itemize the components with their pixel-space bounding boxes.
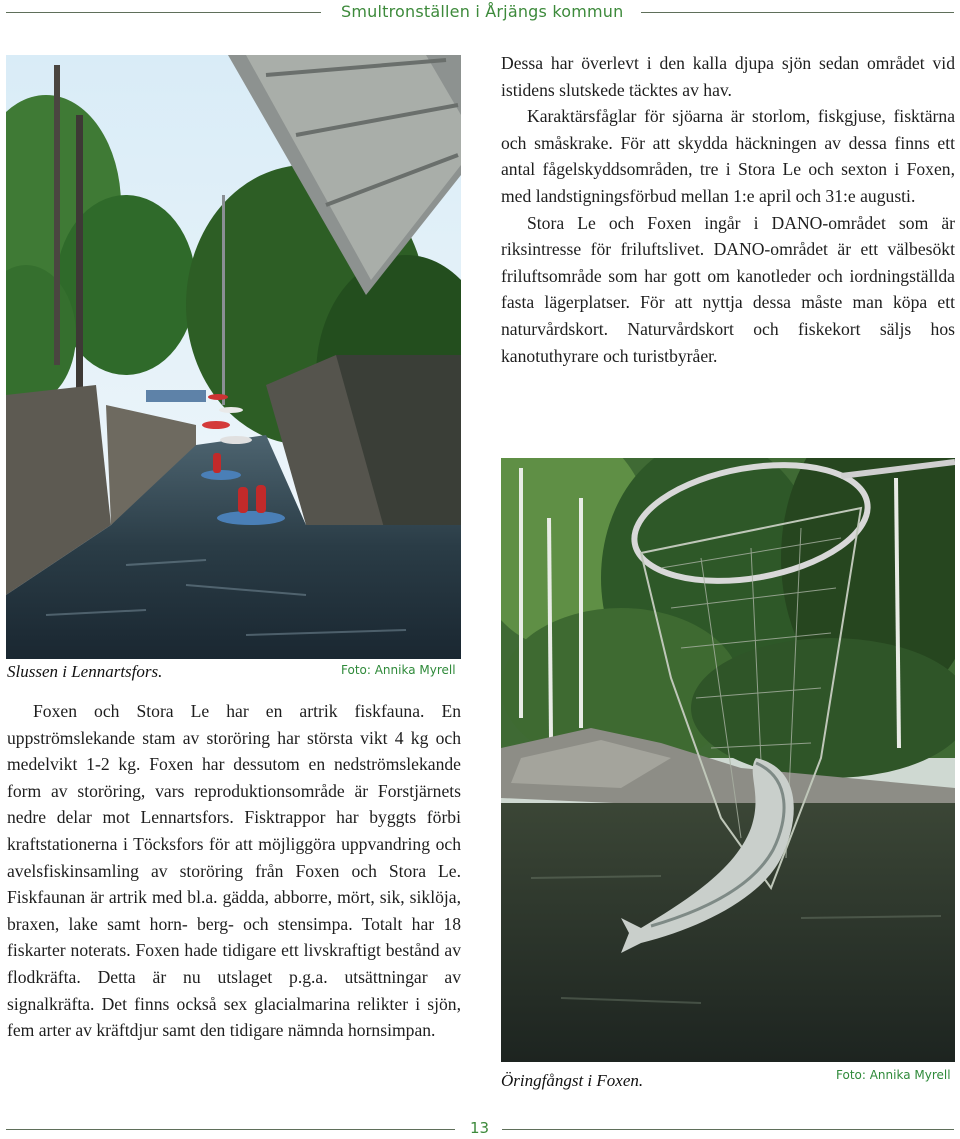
paragraph-characteristic-birds: Karaktärsfåglar för sjöarna är storlom, fiskgjuse, fisktärna och småskrake. För att skydda häckningen av dessa finns ett antal fågelskyddsområden, tre i Stora Le och sexton i Foxen, med landstigningsförbud mellan 1:e april och 31:e augusti. [501, 106, 955, 206]
photo-lock-credit: Foto: Annika Myrell [341, 663, 456, 677]
bottom-left-text-column [7, 698, 461, 1044]
photo-trout-caption: Öringfångst i Foxen. [501, 1071, 644, 1090]
paragraph-dano-area: Stora Le och Foxen ingår i DANO-området som är riksintresse för friluftslivet. DANO-området är ett välbesökt friluftsområde som har gott om kanotleder och iordningställda fasta lägerplatser. För att nyttja dessa måste man köpa ett naturvårdskort. Naturvårdskort och fiskekort säljs hos kanotuthyrare och turistbyråer. [501, 212, 955, 366]
header-rule-left [6, 12, 321, 13]
header-rule-right [641, 12, 954, 13]
top-right-text-column [501, 50, 955, 369]
page-number: 13 [470, 1119, 490, 1137]
paragraph-fish-fauna: Foxen och Stora Le har en artrik fiskfauna. En uppströmslekande stam av storöring har största vikt 4 kg och medelvikt 1-2 kg. Foxen har dessutom en nedströmslekande form av storöring, vars reproduktionsområde är Forstjärnets nedre delar mot Lennartsfors. Fisktrappor har byggts förbi kraftstationerna i Töcksfors för att möjliggöra uppvandring och avelsfiskinsamling av storöring från Foxen och Stora Le. Fiskfaunan är artrik med bl.a. gädda, abborre, mört, sik, siklöja, braxen, lake samt horn- berg- och stensimpa. Totalt har 18 fiskarter noterats. Foxen hade tidigare ett livskraftigt bestånd av flodkräfta. Detta är nu utslaget p.g.a. utsättningar av signalkräfta. Det finns också sex glacialmarina relikter i sjön, fem arter av kräftdjur samt den tidigare nämnda hornsimpan. [7, 701, 461, 1041]
footer-rule-right [502, 1129, 954, 1130]
footer-rule-left [6, 1129, 455, 1130]
photo-trout-net [501, 458, 955, 1062]
photo-trout-credit: Foto: Annika Myrell [836, 1068, 951, 1082]
paragraph-glacial-relics-continued: Dessa har överlevt i den kalla djupa sjön sedan området vid istidens slutskede täcktes av hav. [501, 53, 955, 100]
running-header-title: Smultronställen i Årjängs kommun [341, 2, 624, 21]
photo-lock-canal [6, 55, 461, 659]
photo-lock-caption: Slussen i Lennartsfors. [7, 662, 163, 681]
